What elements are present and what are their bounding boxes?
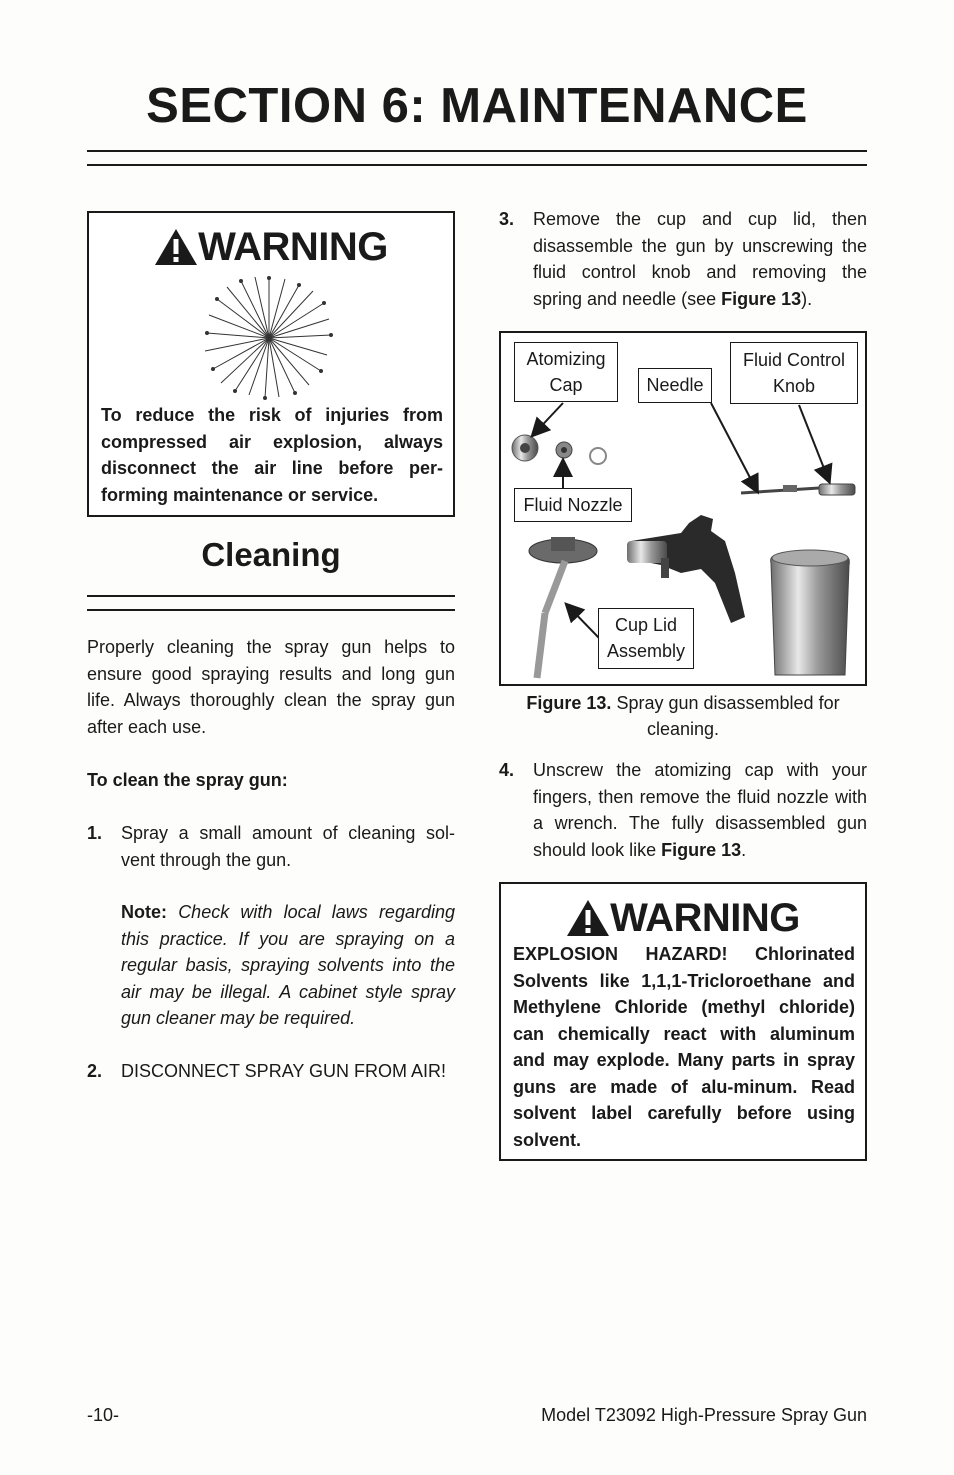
warning-text-air-line: To reduce the risk of injuries from compressed air explosion, always disconnect the air line before per-forming maintenance or service. (101, 405, 443, 505)
cleaning-rule-top (87, 595, 455, 597)
warning-triangle-icon (566, 899, 610, 937)
note-text: Check with local laws regarding this practice. If you are spraying on a regular basis, spraying solvents into the air may be illegal. A cabinet style spray gun cleaner may be required. (121, 902, 455, 1028)
step-3-number: 3. (499, 209, 515, 229)
step-4-text: Unscrew the atomizing cap with your fingers, then remove the fluid nozzle with a wrench. The fully disassembled gun should look like Figure 13. (533, 760, 867, 860)
footer-model: Model T23092 High-Pressure Spray Gun (541, 1405, 867, 1425)
callout-fluid-nozzle: Fluid Nozzle (514, 488, 632, 522)
callout-cup-lid-assembly: Cup Lid Assembly (598, 608, 694, 669)
step-3-figure-ref: Figure 13 (721, 288, 802, 309)
warning-box-air-line (87, 211, 455, 517)
warning-text-explosion-hazard: EXPLOSION HAZARD! Chlorinated Solvents like 1,1,1-Tricloroethane and Methylene Chloride (methyl chloride) can chemically react with aluminum and may explode. Many parts in spray guns are made of alu-minum. Read solvent label carefully before using solvent. (513, 944, 855, 1150)
figure-caption-text: Spray gun disassembled for cleaning. (616, 693, 840, 739)
step-1-number: 1. (87, 823, 103, 843)
cleaning-intro: Properly cleaning the spray gun helps to ensure good spraying results and long gun life. Always thoroughly clean the spray gun after each use. (87, 637, 455, 737)
callout-fluid-control-knob: Fluid Control Knob (730, 342, 858, 404)
page-title: SECTION 6: MAINTENANCE (146, 79, 808, 133)
warning-triangle-icon (154, 228, 198, 266)
step-2-text: DISCONNECT SPRAY GUN FROM AIR! (121, 1061, 447, 1081)
step-1-note (121, 899, 455, 1032)
step-4-number: 4. (499, 760, 515, 780)
figure-13 (499, 331, 867, 686)
figure-caption-label: Figure 13. (526, 693, 612, 713)
title-rule-bottom (87, 164, 867, 166)
title-rule-top (87, 150, 867, 152)
cleaning-heading: Cleaning (201, 536, 341, 573)
step-2-number: 2. (87, 1061, 103, 1081)
warning-box-explosion-hazard (499, 882, 867, 1161)
page-number: -10- (87, 1405, 120, 1425)
warning-heading: WARNING (89, 227, 453, 267)
explosion-burst-icon (199, 273, 339, 403)
callout-atomizing-cap: Atomizing Cap (514, 342, 618, 402)
warning-heading: WARNING (501, 898, 865, 938)
figure-13-caption (499, 690, 867, 742)
note-label: Note: (121, 902, 167, 922)
atomizing-cap-part (512, 435, 538, 461)
cleaning-subheading: To clean the spray gun: (87, 770, 288, 790)
step-4-figure-ref: Figure 13 (661, 839, 742, 860)
step-3-text: Remove the cup and cup lid, then disassemble the gun by unscrewing the fluid control knob and removing the spring and needle (see Figure 13). (533, 209, 867, 309)
cleaning-rule-bottom (87, 609, 455, 611)
callout-needle: Needle (638, 368, 712, 403)
step-1-text: Spray a small amount of cleaning sol-vent through the gun. (121, 823, 455, 870)
